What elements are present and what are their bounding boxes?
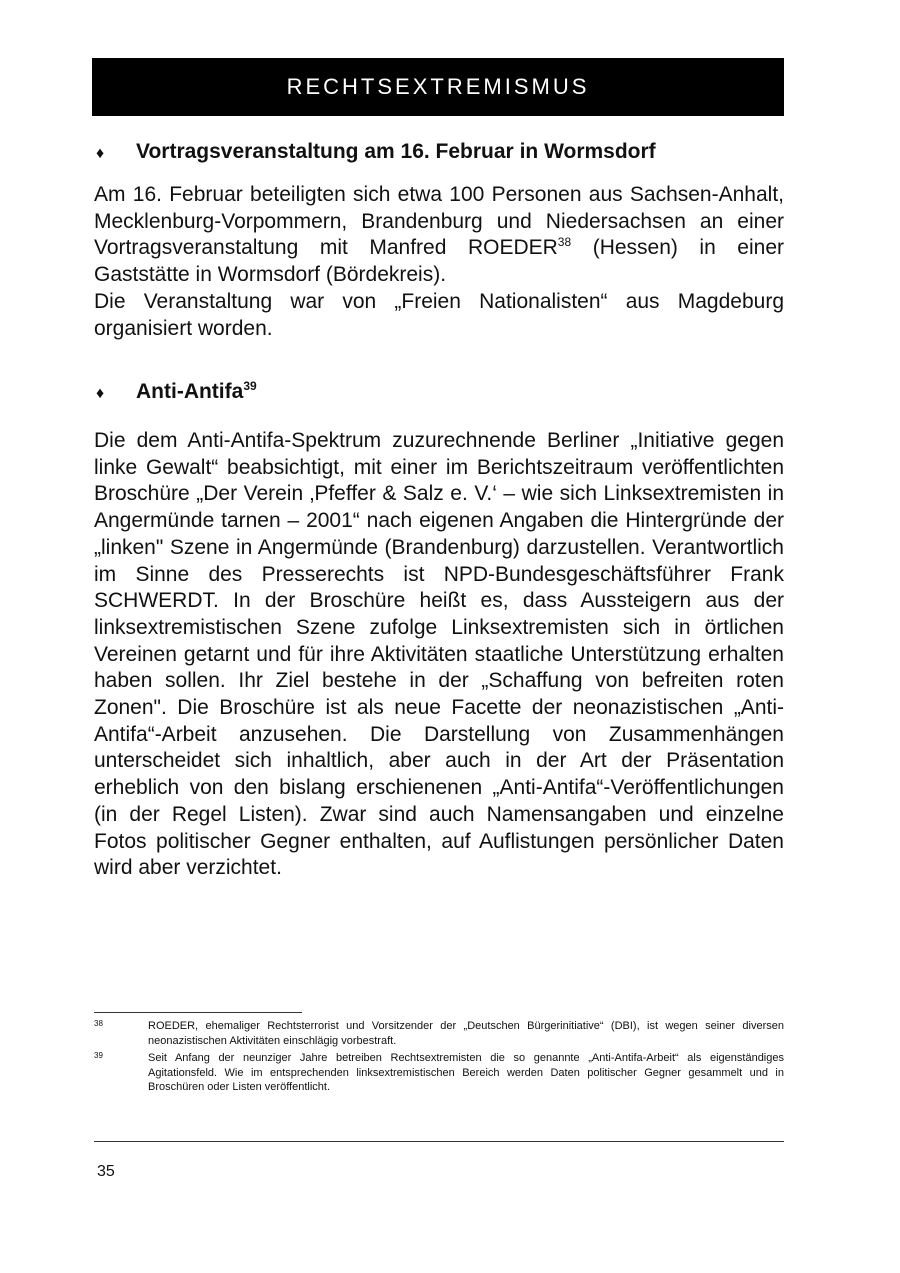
paragraph: Am 16. Februar beteiligten sich etwa 100 Personen aus Sachsen-Anhalt, Mecklenburg-Vorpommern, Brandenburg und Niedersachsen an einer Vortragsveranstaltung mit Manfred ROEDER$^{38}$ (Hessen) in einer Gaststätte in Wormsdorf (Bördekreis). <box>94 183 785 287</box>
section-heading-antiantifa <box>96 380 257 404</box>
diamond-bullet-icon: ♦ <box>96 385 105 402</box>
footnote-divider <box>94 1012 302 1013</box>
chapter-title: RECHTSEXTREMISMUS <box>286 74 590 99</box>
footnote-number: 38 <box>94 1019 103 1028</box>
section-heading-text: Anti-Antifa$^{39}$ <box>136 379 257 403</box>
chapter-header <box>92 58 784 116</box>
diamond-bullet-icon: ♦ <box>96 145 105 162</box>
section-heading-vortrag <box>96 140 656 164</box>
footnote-39 <box>94 1051 784 1095</box>
footnote-ref-38: 38 <box>557 235 572 250</box>
page-footer-divider <box>94 1141 784 1142</box>
section-heading-text: Vortragsveranstaltung am 16. Februar in Wormsdorf <box>136 140 656 163</box>
page-number: 35 <box>97 1163 115 1180</box>
footnote-text: ROEDER, ehemaliger Rechtsterrorist und Vorsitzender der „Deutschen Bürgerinitiative“ (DBI), ist wegen seiner diversen neonazistischen Aktivitäten einschlägig vorbestraft. <box>148 1020 784 1047</box>
footnote-text: Seit Anfang der neunziger Jahre betreiben Rechtsextremisten die so genannte „Anti-Antifa-Arbeit“ als eigenständiges Agitationsfeld. Wie im entsprechenden linksextremistischen Bereich werden Daten politischer Gegner gesammelt und in Broschüren oder Listen veröffentlicht. <box>148 1052 784 1093</box>
footnote-number: 39 <box>94 1051 103 1060</box>
paragraph: Die dem Anti-Antifa-Spektrum zuzurechnende Berliner „Initiative gegen linke Gewalt“ beabsichtigt, mit einer im Berichtszeitraum veröffentlichten Broschüre „Der Verein ‚Pfeffer & Salz e. V.‘ – wie sich Linksextremisten in Angermünde tarnen – 2001“ nach eigenen Angaben die Hintergründe der „linken" Szene in Angermünde (Brandenburg) darzustellen. Verantwortlich im Sinne des Presserechts ist NPD-Bundesgeschäftsführer Frank SCHWERDT. In der Broschüre heißt es, dass Aussteigern aus der linksextremistischen Szene zufolge Linksextremisten sich in örtlichen Vereinen getarnt und für ihre Aktivitäten staatliche Unterstützung erhalten haben sollen. Ihr Ziel bestehe in der „Schaffung von befreiten roten Zonen". Die Broschüre ist als neue Facette der neonazistischen „Anti-Antifa“-Arbeit anzusehen. Die Darstellung von Zusammenhängen unterscheidet sich inhaltlich, aber auch in der Art der Präsentation erheblich von den bislang erschienenen „Anti-Antifa“-Veröffentlichungen (in der Regel Listen). Zwar sind auch Namensangaben und einzelne Fotos politischer Gegner enthalten, auf Auflistungen persönlicher Daten wird aber verzichtet. <box>94 429 784 880</box>
section-body-antiantifa <box>94 428 784 882</box>
footnote-ref-39: 39 <box>243 379 257 393</box>
footnote-38 <box>94 1019 784 1048</box>
section-body-vortrag <box>94 182 784 342</box>
paragraph: Die Veranstaltung war von „Freien Nationalisten“ aus Magdeburg organisiert worden. <box>94 289 784 340</box>
